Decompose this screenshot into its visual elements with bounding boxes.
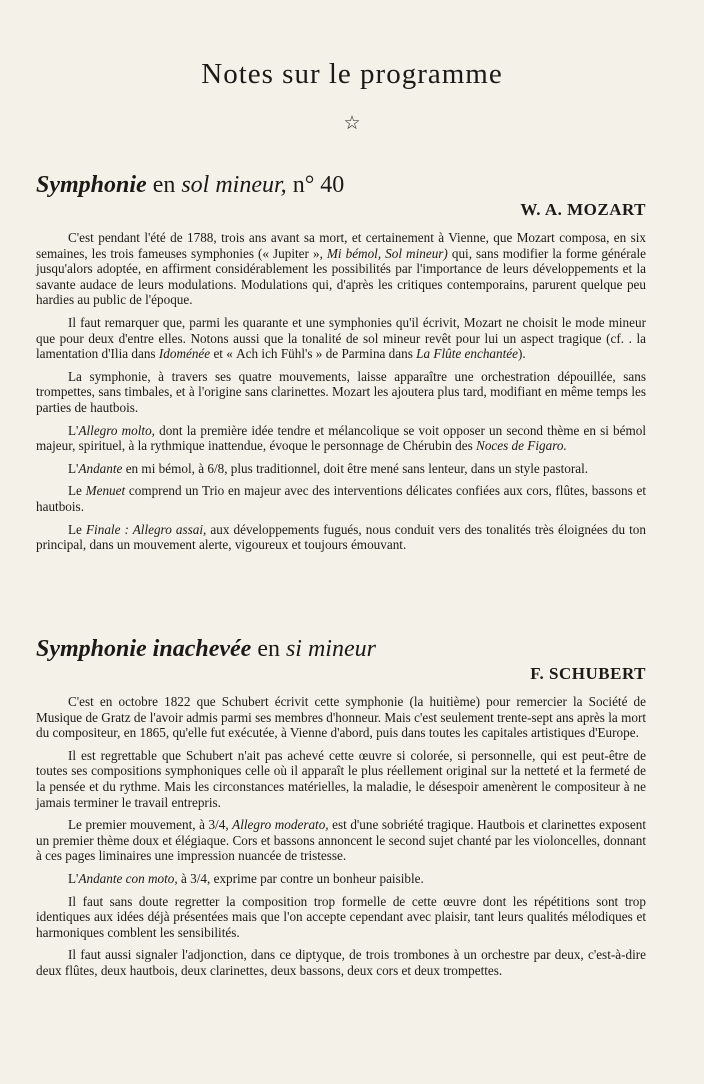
- title-word: en: [146, 172, 182, 198]
- text: est d'une sobriété tragique. Hautbois et clarinettes exposent un premier thème doux et élégiaque. Cors et bassons annoncent le second sujet chanté par les violoncelles, donnant à ces pages liminaires une impression nuancée de tristesse.: [36, 817, 646, 864]
- title-word: en: [251, 636, 286, 662]
- text-italic: Allegro molto,: [78, 422, 155, 438]
- text-italic: Menuet: [85, 483, 126, 499]
- text: à 3/4, exprime par contre un bonheur paisible.: [177, 870, 424, 886]
- paragraph: [36, 461, 646, 477]
- text-italic: La Flûte enchantée: [416, 346, 518, 362]
- title-key: si mineur: [285, 636, 376, 662]
- title-work: Symphonie inachevée: [36, 636, 252, 662]
- text-italic: Allegro moderato,: [232, 817, 329, 833]
- section-title-schubert: [36, 636, 646, 663]
- text: Le premier mouvement, à 3/4,: [68, 817, 233, 833]
- page-title: Notes sur le programme: [201, 58, 503, 90]
- text: qui, sans modifier la forme générale jusqu'alors adoptée, en affirment considérablement les possibilités par l'importance de leurs développements et la savante audace de leurs modulations. Modulations qui, d'après les critiques contemporains, parurent quelque peu hardies au public de l'époque.: [36, 245, 646, 308]
- text: Il faut remarquer que, parmi les quarante et une symphonies qu'il écrivit, Mozart ne choisit le mode mineur que pour deux d'entre elles. Notons aussi que la tonalité de sol mineur revêt pour lui un aspect tragique (cf. . la lamentation d'Ilia dans: [36, 314, 646, 362]
- text-italic: Finale : Allegro assai,: [86, 521, 207, 537]
- paragraph: Il faut aussi signaler l'adjonction, dans ce diptyque, de trois trombones à un orchestre par deux, c'est-à-dire deux flûtes, deux hautbois, deux clarinettes, deux bassons, deux cors et deux trompettes.: [36, 947, 646, 978]
- text: C'est pendant l'été de 1788, trois ans avant sa mort, et certainement à Vienne, que Mozart composa, en six semaines, les trois fameuses symphonies (« Jupiter »,: [36, 230, 646, 261]
- paragraph: [36, 315, 646, 362]
- paragraph: [36, 423, 646, 454]
- text-italic: Andante: [78, 460, 123, 476]
- text-italic: Idoménée: [158, 346, 211, 362]
- paragraph: [36, 230, 646, 308]
- text: L': [68, 460, 79, 476]
- text: dont la première idée tendre et mélancolique se voit opposer un second thème en si bémol majeur, spirituel, à la rythmique inattendue, évoque le personnage de Chérubin des: [36, 422, 646, 454]
- composer-schubert: F. SCHUBERT: [530, 664, 646, 683]
- text-italic: Noces de Figaro.: [476, 438, 567, 454]
- text: ).: [517, 346, 526, 362]
- title-number: n° 40: [286, 172, 345, 198]
- text: L': [68, 422, 79, 438]
- section-schubert: [36, 636, 646, 986]
- title-key: sol mineur,: [181, 172, 287, 198]
- text: Le: [68, 483, 86, 499]
- text-italic: Andante con moto,: [78, 870, 178, 886]
- title-work: Symphonie: [36, 172, 147, 198]
- paragraph: La symphonie, à travers ses quatre mouvements, laisse apparaître une orchestration dépouillée, sans trompettes, sans timbales, et à l'origine sans clarinettes. Mozart les ajoutera plus tard, modifiant en même temps les parties de hautbois.: [36, 368, 646, 415]
- paragraph: C'est en octobre 1822 que Schubert écrivit cette symphonie (la huitième) pour remercier la Société de Musique de Gratz de l'avoir admis parmi ses membres d'honneur. Mais c'est seulement trente-sept ans après la mort du compositeur, en 1865, qu'elle fut exécutée, à Vienne d'abord, puis dans toutes les capitales artistiques d'Europe.: [36, 694, 646, 741]
- paragraph: Il faut sans doute regretter la composition trop formelle de cette œuvre dont les répétitions sont trop identiques aux idées déjà présentées mais que l'on accepte cependant avec plaisir, tant leurs qualités mélodiques et harmoniques comblent les sensibilités.: [36, 893, 646, 940]
- section-title-mozart: [36, 172, 646, 199]
- paragraph: [36, 871, 646, 887]
- text: en mi bémol, à 6/8, plus traditionnel, doit être mené sans lenteur, dans un style pastoral.: [122, 460, 589, 476]
- star-ornament-icon: ☆: [343, 113, 361, 134]
- text: comprend un Trio en majeur avec des interventions délicates confiées aux cors, flûtes, bassons et hautbois.: [36, 483, 646, 514]
- section-mozart: [36, 172, 646, 560]
- text: Le: [68, 521, 86, 537]
- text-italic: Mi bémol, Sol mineur): [326, 245, 448, 261]
- text: aux développements fugués, nous conduit vers des tonalités très éloignées du ton principal, dans un mouvement alerte, vigoureux et toujours émouvant.: [36, 521, 646, 553]
- paragraph: Il est regrettable que Schubert n'ait pas achevé cette œuvre si colorée, si personnelle, qui est peut-être de toutes ses compositions symphoniques celle où il apparaît le plus réellement original sur la netteté et la fermeté de la pensée et du rythme. Mais les circonstances matérielles, la maladie, le désespoir amenèrent le compositeur à ne jamais terminer le travail entrepris.: [36, 747, 646, 810]
- text: et « Ach ich Fühl's » de Parmina dans: [210, 346, 417, 362]
- text: L': [68, 870, 79, 886]
- paragraph: [36, 522, 646, 553]
- paragraph: [36, 483, 646, 514]
- paragraph: [36, 817, 646, 864]
- composer-mozart: W. A. MOZART: [520, 200, 646, 219]
